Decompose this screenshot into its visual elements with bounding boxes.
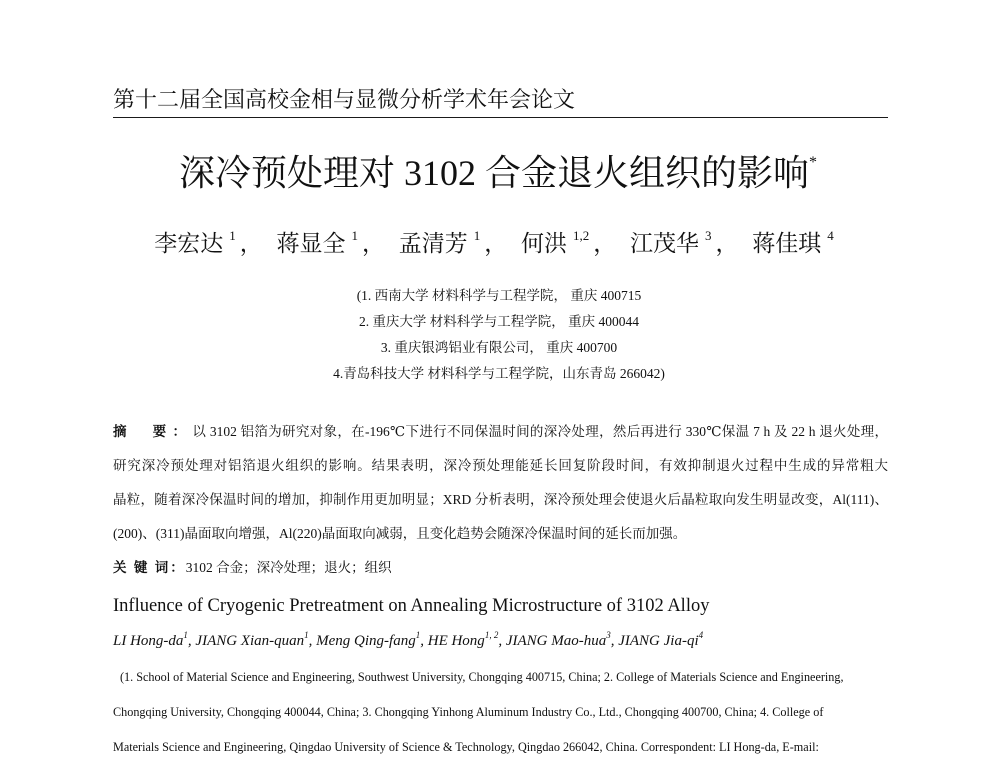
author-en [316, 630, 428, 649]
conference-header: 第十二届全国高校金相与显微分析学术年会论文 [113, 87, 576, 112]
abstract-line [113, 415, 888, 449]
author-cn [276, 228, 394, 256]
affiliation-line: 4.青岛科技大学 材料科学与工程学院，山东青岛 266042) [333, 366, 665, 381]
paper-title [0, 150, 996, 196]
author-affiliation-mark: 3 [606, 630, 611, 640]
author-separator: , [498, 633, 506, 649]
abstract-line: 晶粒，随着深冷保温时间的增加，抑制作用更加明显；XRD 分析表明，深冷预处理会使退火后晶粒取向发生明显改变，Al(111)、 [113, 492, 888, 507]
author-affiliation-mark: 4 [698, 630, 704, 640]
author-separator: , [610, 633, 619, 649]
author-en [113, 630, 196, 649]
keywords-label: 关 键 词： [113, 560, 186, 575]
title-text: 深冷预处理对 3102 合金退火组织的影响 [178, 153, 809, 193]
header-rule [113, 117, 888, 118]
author-name: 何洪 [521, 231, 567, 256]
author-affiliation-mark: 1,2 [573, 228, 590, 243]
author-separator: , [308, 633, 317, 649]
abstract-text: 以 3102 铝箔为研究对象，在-196℃下进行不同保温时间的深冷处理，然后再进行 330℃保温 7 h 及 22 h 退火处理， [192, 424, 888, 439]
author-cn [154, 228, 271, 256]
author-cn [752, 228, 846, 256]
author-name: JIANG Jia-qi [618, 633, 699, 649]
author-separator: , [187, 633, 196, 649]
affiliation-en-line: (1. School of Material Science and Engineering, Southwest University, Chongqing 400715, China; 2. College of Materials Science and Engineering, [120, 670, 844, 684]
author-affiliation-mark: 1 [351, 228, 358, 243]
author-cn [630, 228, 747, 256]
author-separator: ， [362, 231, 385, 256]
author-en [427, 630, 506, 649]
abstract-cn [113, 415, 888, 585]
author-name: HE Hong [427, 633, 485, 649]
authors-en [113, 629, 703, 653]
author-name: 江茂华 [630, 231, 699, 256]
author-separator: ， [484, 231, 508, 256]
affiliation-line: 2. 重庆大学 材料科学与工程学院， 重庆 400044 [358, 314, 640, 329]
title-footnote-mark: * [809, 154, 817, 171]
author-affiliation-mark: 1 [304, 630, 309, 640]
author-name: LI Hong-da [113, 633, 184, 649]
author-name: 李宏达 [154, 231, 224, 256]
author-separator: , [420, 633, 428, 649]
author-name: 孟清芳 [398, 231, 468, 256]
author-en [618, 630, 704, 649]
author-name: 蒋佳琪 [752, 231, 822, 256]
authors-cn [0, 228, 1000, 260]
abstract-label: 摘 要： [113, 424, 193, 439]
author-affiliation-mark: 1 [415, 630, 421, 640]
author-affiliation-mark: 1 [183, 630, 188, 640]
keywords-line [113, 551, 888, 585]
author-separator: ， [593, 231, 617, 256]
author-affiliation-mark: 4 [827, 228, 834, 243]
abstract-line: 研究深冷预处理对铝箔退火组织的影响。结果表明，深冷预处理能延长回复阶段时间，有效抑制退火过程中生成的异常粗大 [113, 458, 888, 473]
affiliation-en-line: Materials Science and Engineering, Qingdao University of Science & Technology, Qingdao 266042, China. Correspondent: LI Hong-da, E-mail: [113, 740, 819, 754]
affiliation-en-line: Chongqing University, Chongqing 400044, China; 3. Chongqing Yinhong Aluminum Industry Co., Ltd., Chongqing 400700, China; 4. College of [113, 705, 824, 719]
affiliation-line: (1. 西南大学 材料科学与工程学院， 重庆 400715 [356, 288, 642, 303]
english-title: Influence of Cryogenic Pretreatment on Annealing Microstructure of 3102 Alloy [113, 596, 710, 616]
author-en [195, 630, 317, 649]
affiliations-cn [0, 283, 998, 387]
author-en [505, 630, 619, 649]
author-cn [398, 228, 516, 256]
author-name: JIANG Mao-hua [505, 633, 607, 649]
author-affiliation-mark: 1, 2 [484, 630, 499, 640]
affiliation-line: 3. 重庆银鸿铝业有限公司， 重庆 400700 [380, 340, 618, 355]
author-affiliation-mark: 3 [705, 228, 712, 243]
author-name: JIANG Xian-quan [195, 633, 305, 649]
author-cn [521, 228, 624, 256]
author-separator: ， [239, 231, 263, 256]
keywords-text: 3102 合金；深冷处理；退火；组织 [185, 560, 392, 575]
author-affiliation-mark: 1 [229, 228, 236, 243]
author-separator: ， [715, 231, 739, 256]
abstract-line: (200)、(311)晶面取向增强，Al(220)晶面取向减弱，且变化趋势会随深冷保温时间的延长而加强。 [113, 526, 687, 541]
author-name: 蒋显全 [276, 231, 346, 256]
author-affiliation-mark: 1 [473, 228, 481, 243]
author-name: Meng Qing-fang [316, 633, 416, 649]
